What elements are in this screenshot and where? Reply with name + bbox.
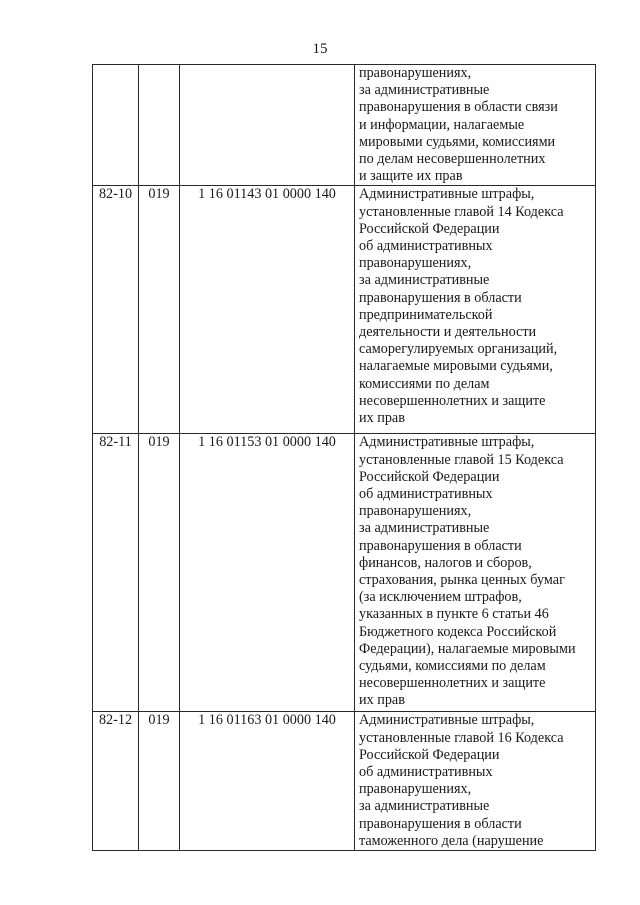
administrator-code-cell: 019	[139, 186, 180, 434]
budget-code-cell: 1 16 01143 01 0000 140	[180, 186, 355, 434]
budget-code-cell: 1 16 01153 01 0000 140	[180, 434, 355, 712]
page-number: 15	[312, 41, 328, 57]
budget-classification-table	[92, 64, 596, 851]
row-number-cell	[93, 65, 139, 186]
row-number-cell: 82-10	[93, 186, 139, 434]
row-number-cell: 82-12	[93, 712, 139, 851]
revenue-name-cell: Административные штрафы, установленные главой 14 Кодекса Российской Федерации об административных правонарушениях, за административные правонарушения в области предпринимательской деятельности и деятельности саморегулируемых организаций, налагаемые мировыми судьями, комиссиями по делам несовершеннолетних и защите их прав	[355, 186, 596, 434]
budget-code-cell: 1 16 01163 01 0000 140	[180, 712, 355, 851]
budget-code-cell	[180, 65, 355, 186]
administrator-code-cell: 019	[139, 712, 180, 851]
table-row	[93, 186, 596, 434]
table-row	[93, 712, 596, 851]
administrator-code-cell	[139, 65, 180, 186]
row-number-cell: 82-11	[93, 434, 139, 712]
revenue-name-cell: Административные штрафы, установленные главой 15 Кодекса Российской Федерации об административных правонарушениях, за административные правонарушения в области финансов, налогов и сборов, страхования, рынка ценных бумаг (за исключением штрафов, указанных в пункте 6 статьи 46 Бюджетного кодекса Российской Федерации), налагаемые мировыми судьями, комиссиями по делам несовершеннолетних и защите их прав	[355, 434, 596, 712]
administrator-code-cell: 019	[139, 434, 180, 712]
revenue-name-cell: правонарушениях, за административные правонарушения в области связи и информации, налагаемые мировыми судьями, комиссиями по делам несовершеннолетних и защите их прав	[355, 65, 596, 186]
revenue-name-cell: Административные штрафы, установленные главой 16 Кодекса Российской Федерации об административных правонарушениях, за административные правонарушения в области таможенного дела (нарушение	[355, 712, 596, 851]
table-row	[93, 65, 596, 186]
table-row	[93, 434, 596, 712]
